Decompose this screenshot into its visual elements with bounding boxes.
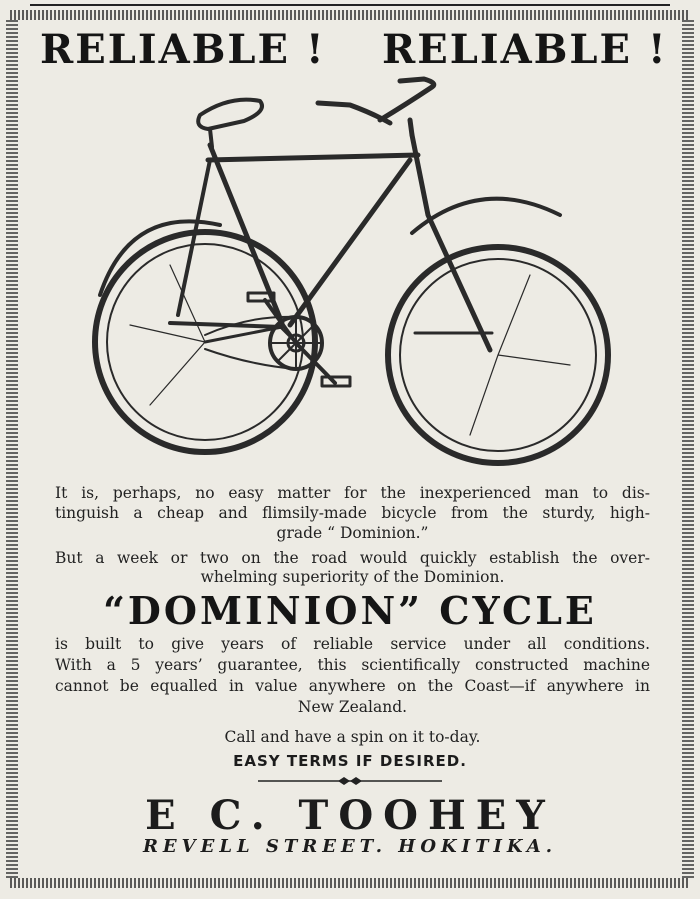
product-name: “DOMINION” CYCLE bbox=[103, 588, 597, 633]
top-rule bbox=[30, 4, 670, 6]
headline-right: RELIABLE ! bbox=[382, 26, 668, 73]
top-border bbox=[10, 10, 690, 20]
body-line-3: grade “ Dominion.” bbox=[276, 524, 429, 542]
body-line-5: whelming superiority of the Dominion. bbox=[200, 568, 505, 586]
left-border bbox=[6, 20, 18, 879]
details-line-3: cannot be equalled in value anywhere on the Coast—if anywhere in bbox=[55, 677, 650, 695]
divider-ornament-icon bbox=[258, 776, 442, 786]
bicycle-icon bbox=[60, 65, 640, 470]
body-line-2: tinguish a cheap and flimsily-made bicycle from the sturdy, high- bbox=[55, 504, 650, 522]
details-line-4: New Zealand. bbox=[297, 698, 408, 716]
details-line-1: is built to give years of reliable service under all conditions. bbox=[55, 635, 650, 653]
body-line-1: It is, perhaps, no easy matter for the inexperienced man to dis- bbox=[55, 484, 650, 502]
headline-left: RELIABLE ! bbox=[40, 26, 326, 73]
bottom-border bbox=[10, 878, 690, 888]
details-line-2: With a 5 years’ guarantee, this scientifically constructed machine bbox=[55, 656, 650, 674]
body-line-4: But a week or two on the road would quickly establish the over- bbox=[55, 549, 650, 567]
bicycle-illustration bbox=[60, 65, 640, 470]
right-border bbox=[682, 20, 694, 879]
call-to-action: Call and have a spin on it to-day. bbox=[224, 728, 481, 746]
merchant-address: REVELL STREET. HOKITIKA. bbox=[142, 836, 558, 857]
merchant-name: E C. TOOHEY bbox=[145, 792, 555, 839]
easy-terms: EASY TERMS IF DESIRED. bbox=[233, 752, 467, 770]
